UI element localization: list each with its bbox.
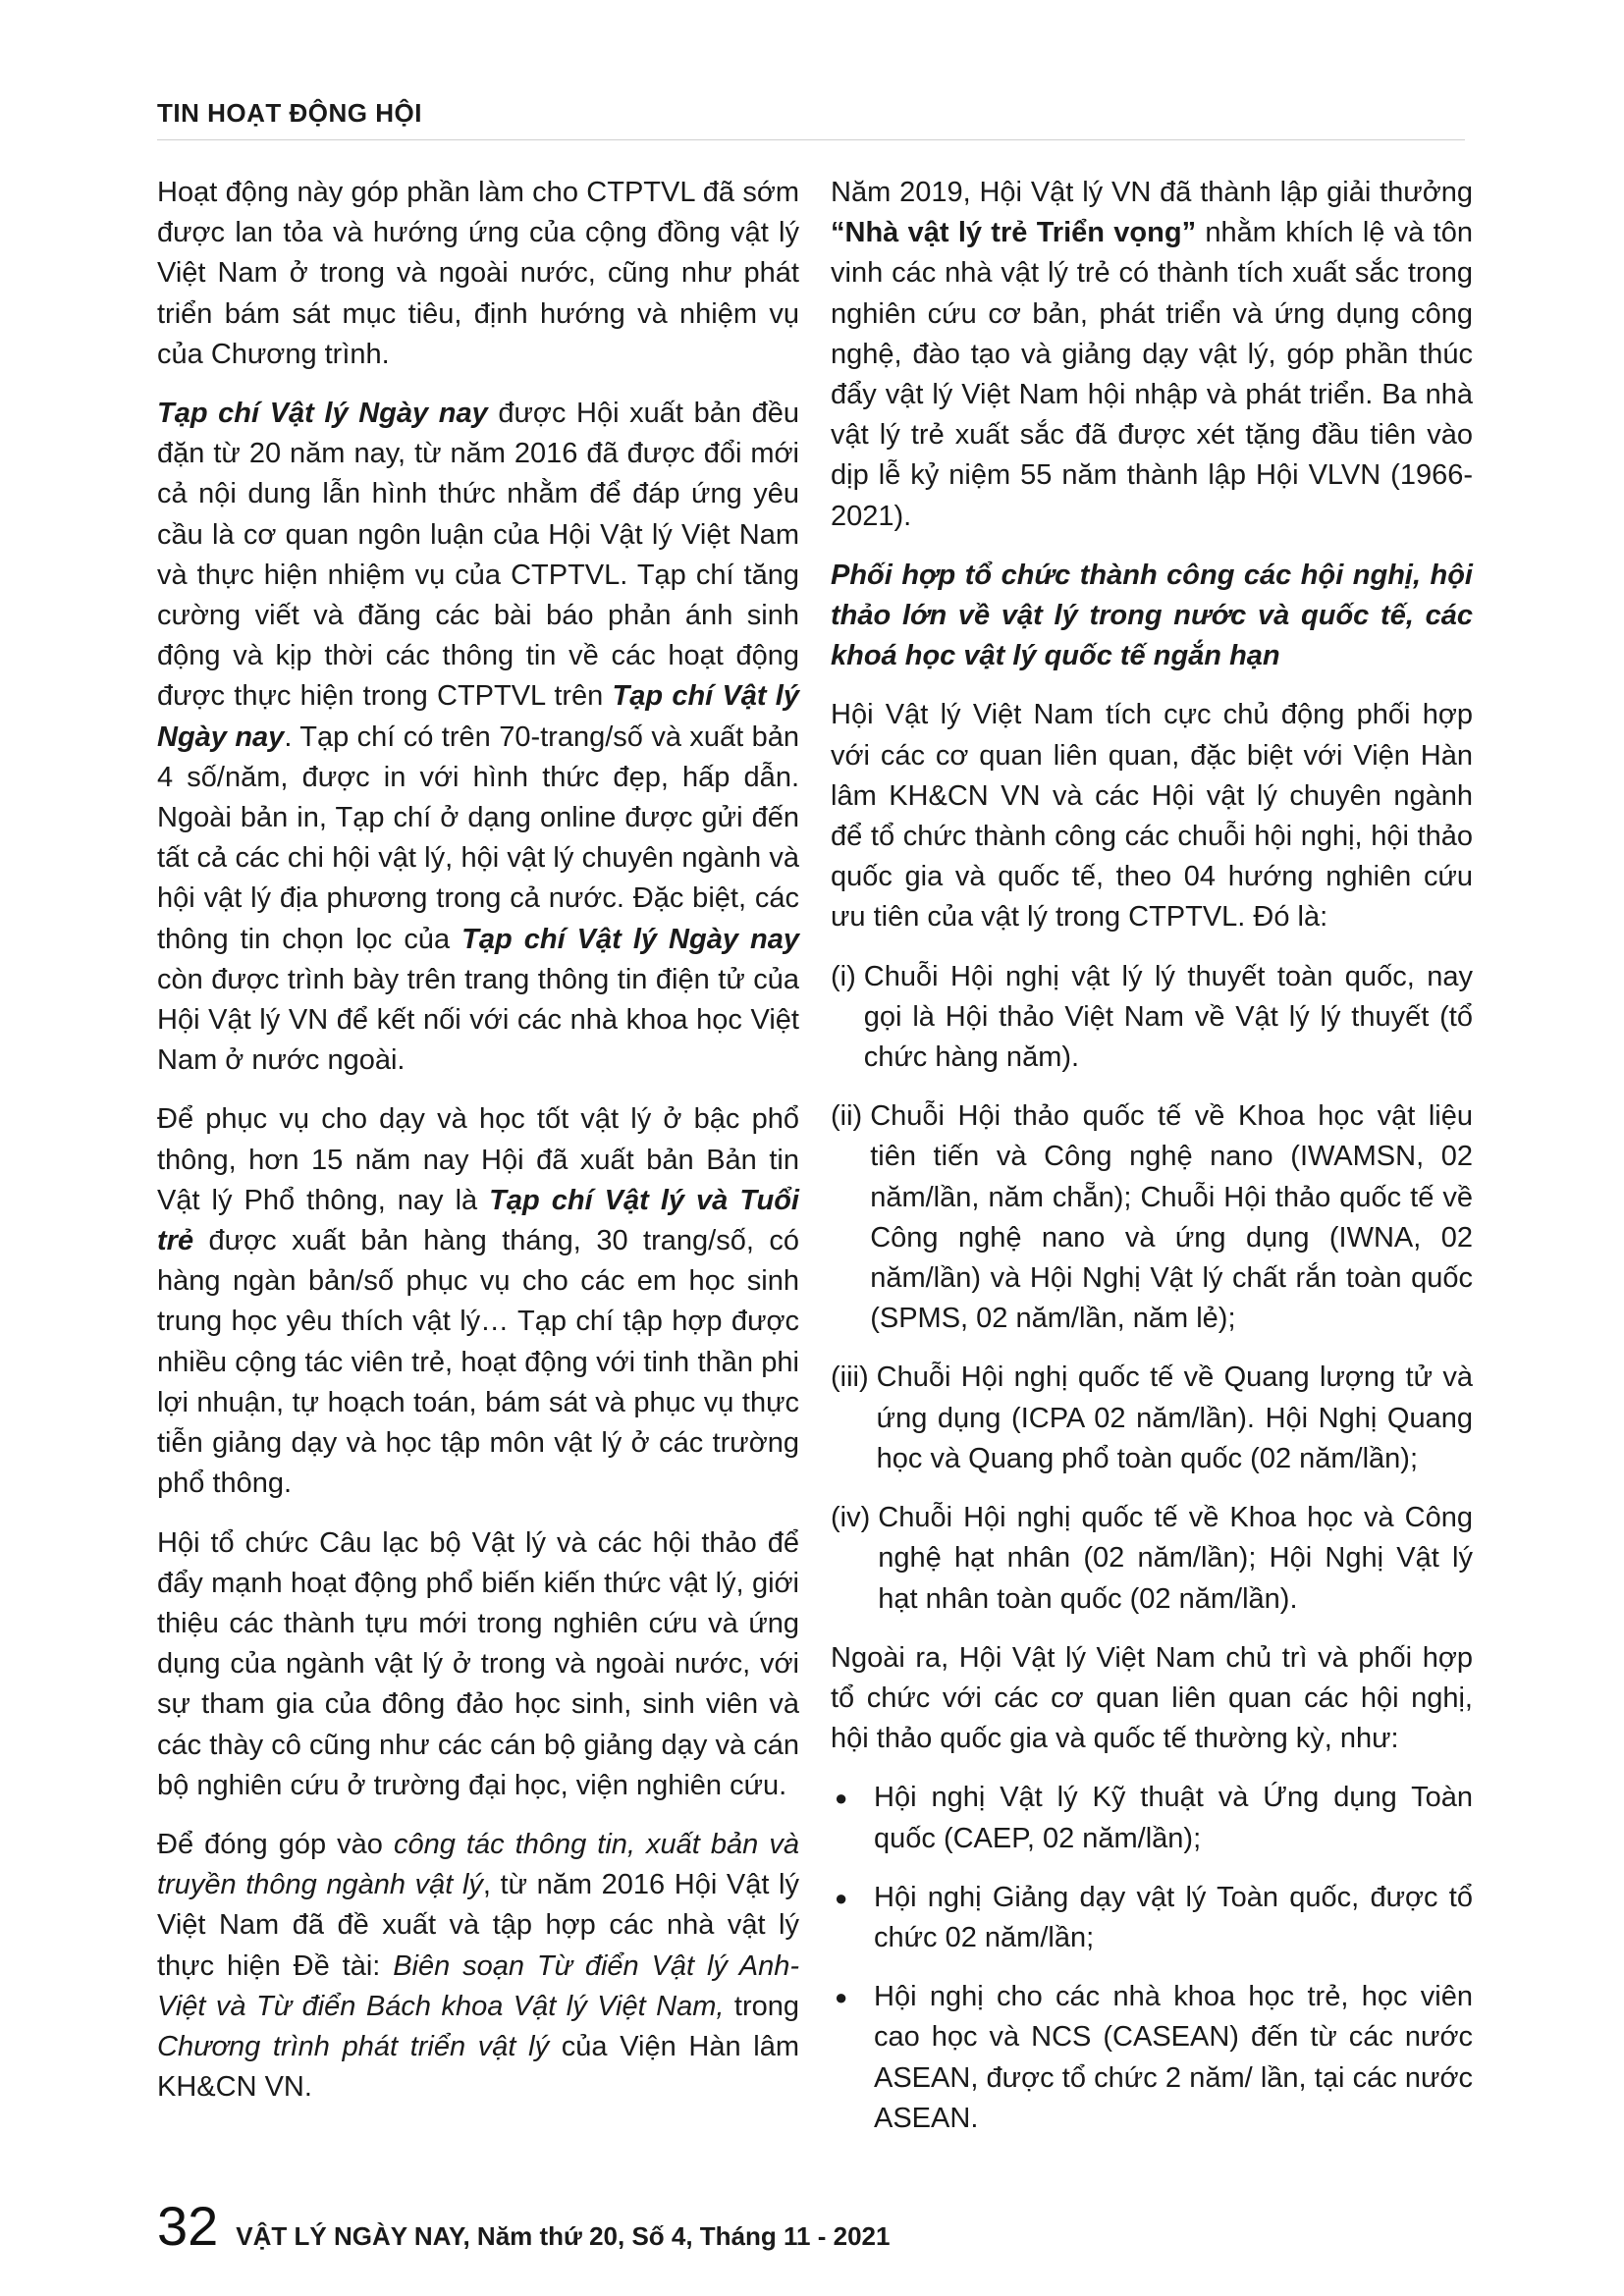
- right-column: [831, 173, 1473, 2158]
- paragraph: Hoạt động này góp phần làm cho CTPTVL đã sớm được lan tỏa và hướng ứng của cộng đồng vật lý Việt Nam ở trong và ngoài nước, cũng như phát triển bám sát mục tiêu, định hướng và nhiệm vụ của Chương trình.: [157, 177, 799, 370]
- bullet-item: [831, 1878, 1473, 1958]
- text-run: còn được trình bày trên trang thông tin điện tử của Hội Vật lý VN để kết nối với các nhà khoa học Việt Nam ở nước ngoài.: [157, 963, 799, 1077]
- text-run: nhằm khích lệ và tôn vinh các nhà vật lý trẻ có thành tích xuất sắc trong nghiên cứu cơ bản, phát triển và ứng dụng công nghệ, đào tạo và giảng dạy vật lý, góp phần thúc đẩy vật lý Việt Nam hội nhập và phát triển. Ba nhà vật lý trẻ xuất sắc đã được xét tặng đầu tiên vào dịp lễ kỷ niệm 55 năm thành lập Hội VLVN (1966-2021).: [831, 217, 1473, 532]
- journal-issue: VẬT LÝ NGÀY NAY, Năm thứ 20, Số 4, Tháng 11 - 2021: [236, 2221, 891, 2251]
- list-item-text: Chuỗi Hội nghị quốc tế về Quang lượng tử và ứng dụng (ICPA 02 năm/lần). Hội Nghị Quang học và Quang phổ toàn quốc (02 năm/lần);: [876, 1362, 1473, 1474]
- page-number: 32: [157, 2195, 219, 2257]
- paragraph: [157, 394, 799, 1081]
- list-item: [831, 1498, 1473, 1620]
- list-item: [831, 957, 1473, 1079]
- text-run: , từ năm 2016 Hội Vật lý Việt Nam đã đề xuất và tập hợp các nhà vật lý thực hiện Đề tài:: [157, 1869, 799, 1982]
- list-item-text: Chuỗi Hội thảo quốc tế về Khoa học vật liệu tiên tiến và Công nghệ nano (IWAMSN, 02 năm/lần, năm chẵn); Chuỗi Hội thảo quốc tế về Công nghệ nano và ứng dụng (IWNA, 02 năm/lần) và Hội Nghị Vật lý chất rắn toàn quốc (SPMS, 02 năm/lần, năm lẻ);: [870, 1100, 1473, 1335]
- paragraph: Hội Vật lý Việt Nam tích cực chủ động phối hợp với các cơ quan liên quan, đặc biệt với Viện Hàn lâm KH&CN VN và các Hội vật lý chuyên ngành để tổ chức thành công các chuỗi hội nghị, hội thảo quốc gia và quốc tế, theo 04 hướng nghiên cứu ưu tiên của vật lý trong CTPTVL. Đó là:: [831, 699, 1473, 934]
- text-run: được Hội xuất bản đều đặn từ 20 năm nay, từ năm 2016 đã được đổi mới cả nội dung lẫn hình thức nhằm để đáp ứng yêu cầu là cơ quan ngôn luận của Hội Vật lý Việt Nam và thực hiện nhiệm vụ của CTPTVL. Tạp chí tăng cường viết và đăng các bài báo phản ánh sinh động và kịp thời các thông tin về các hoạt động được thực hiện trong CTPTVL trên: [157, 398, 799, 713]
- list-item-label: (i): [831, 960, 856, 992]
- bullet-icon: ●: [835, 1786, 848, 1811]
- list-item-text: Chuỗi Hội nghị vật lý lý thuyết toàn quốc, nay gọi là Hội thảo Việt Nam về Vật lý lý thuyết (tổ chức hàng năm).: [863, 960, 1473, 1074]
- bullet-text: Hội nghị Giảng dạy vật lý Toàn quốc, được tổ chức 02 năm/lần;: [874, 1881, 1473, 1953]
- bullet-item: [831, 1778, 1473, 1858]
- list-item: [831, 1358, 1473, 1479]
- paragraph: [157, 1825, 799, 2108]
- paragraph: [831, 173, 1473, 537]
- text-run: . Tạp chí có trên 70-trang/số và xuất bản 4 số/năm, được in với hình thức đẹp, hấp dẫn. Ngoài bản in, Tạp chí ở dạng online được gửi đến tất cả các chi hội vật lý, hội vật lý chuyên ngành và hội vật lý địa phương trong cả nước. Đặc biệt, các thông tin chọn lọc của: [157, 721, 799, 955]
- paragraph: Hội tổ chức Câu lạc bộ Vật lý và các hội thảo để đẩy mạnh hoạt động phổ biến kiến thức vật lý, giới thiệu các thành tựu mới trong nghiên cứu và ứng dụng của ngành vật lý ở trong và ngoài nước, với sự tham gia của đông đảo học sinh, sinh viên và các thày cô cũng như các cán bộ giảng dạy và cán bộ nghiên cứu ở trường đại học, viện nghiên cứu.: [157, 1526, 799, 1801]
- section-header: TIN HOẠT ĐỘNG HỘI: [157, 98, 422, 128]
- journal-name: Tạp chí Vật lý Ngày nay: [157, 398, 488, 430]
- bullet-text: Hội nghị cho các nhà khoa học trẻ, học viên cao học và NCS (CASEAN) đến từ các nước ASEAN, được tổ chức 2 năm/ lần, tại các nước ASEAN.: [874, 1981, 1473, 2134]
- left-column: [157, 173, 799, 2126]
- list-item-label: (ii): [831, 1100, 863, 1133]
- italic-text: Biên soạn Từ điển Vật lý Anh-Việt và Từ điển Bách khoa Vật lý Việt Nam,: [157, 1949, 799, 2022]
- bullet-icon: ●: [835, 1885, 848, 1910]
- list-item-label: (iii): [831, 1362, 869, 1394]
- award-name: “Nhà vật lý trẻ Triển vọng”: [831, 217, 1197, 249]
- text-run: trong: [724, 1990, 799, 2022]
- list-item-text: Chuỗi Hội nghị quốc tế về Khoa học và Công nghệ hạt nhân (02 năm/lần); Hội Nghị Vật lý hạt nhân toàn quốc (02 năm/lần).: [878, 1502, 1473, 1615]
- text-run: được xuất bản hàng tháng, 30 trang/số, có hàng ngàn bản/số phục vụ cho các em học sinh trung học yêu thích vật lý… Tạp chí tập hợp được nhiều cộng tác viên trẻ, hoạt động với tinh thần phi lợi nhuận, tự hoạch toán, bám sát và phục vụ thực tiễn giảng dạy và học tập môn vật lý ở các trường phổ thông.: [157, 1225, 799, 1500]
- bullet-item: [831, 1977, 1473, 2139]
- journal-name: Tạp chí Vật lý Ngày nay: [461, 923, 799, 955]
- journal-name: Tạp chí Vật lý và Tuổi trẻ: [157, 1184, 799, 1257]
- bullet-icon: ●: [835, 1985, 848, 2010]
- list-item: [831, 1096, 1473, 1339]
- text-run: Để đóng góp vào: [157, 1828, 394, 1860]
- header-divider: [157, 139, 1465, 140]
- bullet-text: Hội nghị Vật lý Kỹ thuật và Ứng dụng Toàn quốc (CAEP, 02 năm/lần);: [874, 1782, 1473, 1854]
- text-run: Để phục vụ cho dạy và học tốt vật lý ở bậc phổ thông, hơn 15 năm nay Hội đã xuất bản Bản tin Vật lý Phổ thông, nay là: [157, 1103, 799, 1216]
- page-footer: [157, 2195, 891, 2257]
- journal-name: Tạp chí Vật lý Ngày nay: [157, 680, 799, 753]
- text-run: Năm 2019, Hội Vật lý VN đã thành lập giải thưởng: [831, 177, 1473, 208]
- section-heading: Phối hợp tổ chức thành công các hội nghị, hội thảo lớn về vật lý trong nước và quốc tế, các khoá học vật lý quốc tế ngắn hạn: [831, 559, 1473, 672]
- text-run: của Viện Hàn lâm KH&CN VN.: [157, 2030, 799, 2104]
- italic-text: Chương trình phát triển vật lý: [157, 2030, 550, 2062]
- paragraph: Ngoài ra, Hội Vật lý Việt Nam chủ trì và phối hợp tổ chức với các cơ quan liên quan các hội nghị, hội thảo quốc gia và quốc tế thường kỳ, như:: [831, 1641, 1473, 1755]
- italic-text: công tác thông tin, xuất bản và truyền thông ngành vật lý: [157, 1828, 799, 1901]
- list-item-label: (iv): [831, 1502, 871, 1534]
- paragraph: [157, 1099, 799, 1504]
